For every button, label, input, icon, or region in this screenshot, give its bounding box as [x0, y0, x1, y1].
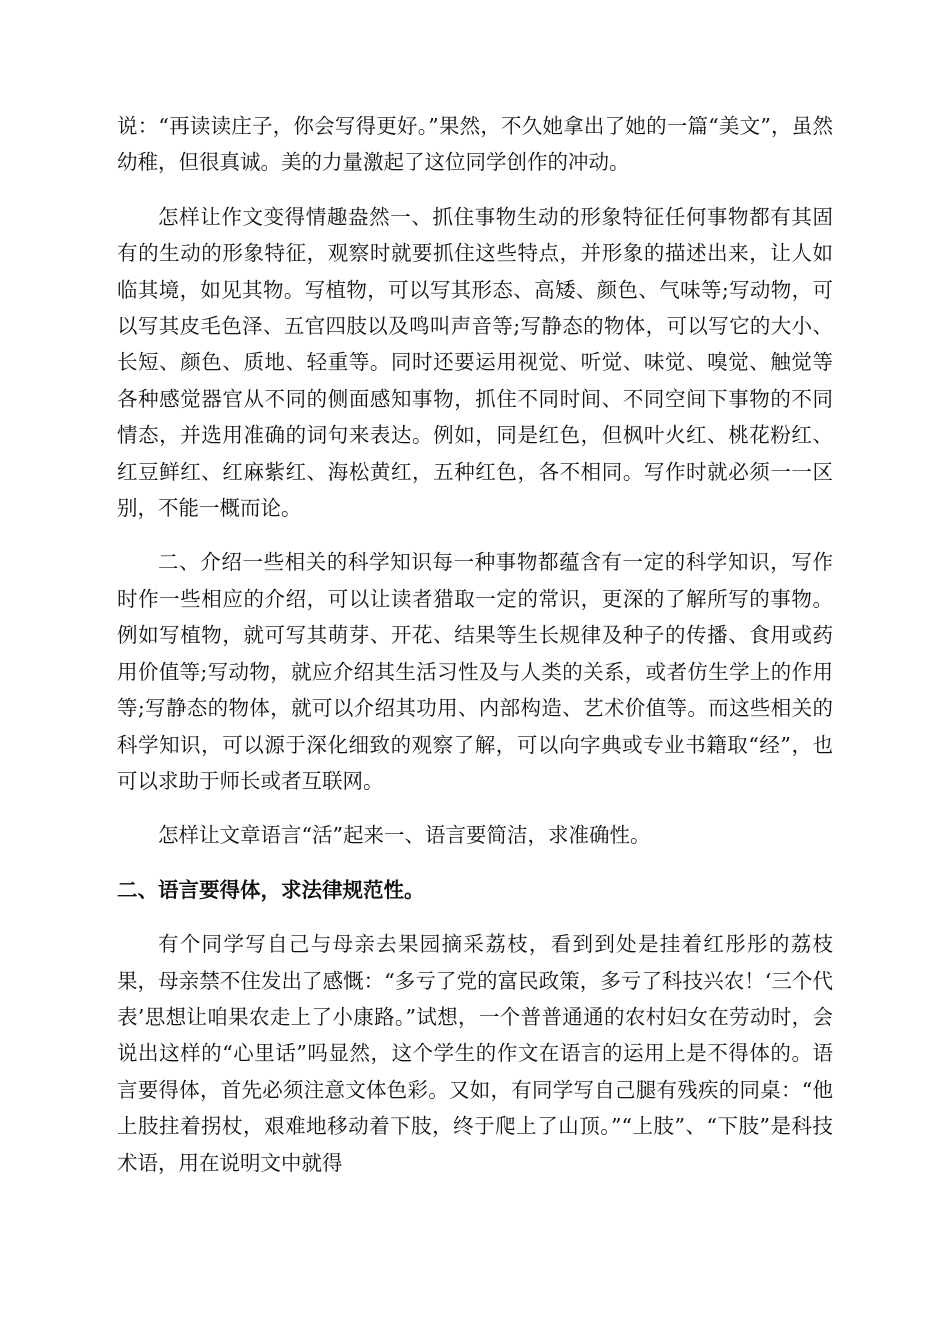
paragraph-vivid-features: 怎样让作文变得情趣盎然一、抓住事物生动的形象特征任何事物都有其固有的生动的形象特征，观察时就要抓住这些特点，并形象的描述出来，让人如临其境，如见其物。写植物，可以写其形态、高矮、颜色、气味等;写动物，可以写其皮毛色泽、五官四肢以及鸣叫声音等;写静态的物体，可以写它的大小、长短、颜色、质地、轻重等。同时还要运用视觉、听觉、味觉、嗅觉、触觉等各种感觉器官从不同的侧面感知事物，抓住不同时间、不同空间下事物的不同情态，并选用准确的词句来表达。例如，同是红色，但枫叶火红、桃花粉红、红豆鲜红、红麻紫红、海松黄红，五种红色，各不相同。写作时就必须一一区别，不能一概而论。	[117, 204, 833, 521]
section-heading-language-appropriate: 二、语言要得体，求法律规范性。	[117, 877, 425, 902]
document-body	[117, 108, 833, 1199]
paragraph-language-concise: 怎样让文章语言“活”起来一、语言要简洁，求准确性。	[158, 823, 651, 848]
paragraph-science-knowledge: 二、介绍一些相关的科学知识每一种事物都蕴含有一定的科学知识，写作时作一些相应的介绍，可以让读者猎取一定的常识，更深的了解所写的事物。例如写植物，就可写其萌芽、开花、结果等生长规律及种子的传播、食用或药用价值等;写动物，就应介绍其生活习性及与人类的关系，或者仿生学上的作用等;写静态的物体，就可以介绍其功用、内部构造、艺术价值等。而这些相关的科学知识，可以源于深化细致的观察了解，可以向字典或专业书籍取“经”，也可以求助于师长或者互联网。	[117, 550, 833, 793]
paragraph-continuation: 说：“再读读庄子，你会写得更好。”果然，不久她拿出了她的一篇“美文”，虽然幼稚，但很真诚。美的力量激起了这位同学创作的冲动。	[117, 114, 833, 175]
paragraph-lychee-example: 有个同学写自己与母亲去果园摘采荔枝，看到到处是挂着红彤彤的荔枝果，母亲禁不住发出了感慨：“多亏了党的富民政策，多亏了科技兴农！‘三个代表’思想让咱果农走上了小康路。”试想，一个普普通通的农村妇女在劳动时，会说出这样的“心里话”吗显然，这个学生的作文在语言的运用上是不得体的。语言要得体，首先必须注意文体色彩。又如，有同学写自己腿有残疾的同桌：“他上肢拄着拐杖，艰难地移动着下肢，终于爬上了山顶。”“上肢”、“下肢”是科技术语，用在说明文中就得	[117, 932, 833, 1175]
